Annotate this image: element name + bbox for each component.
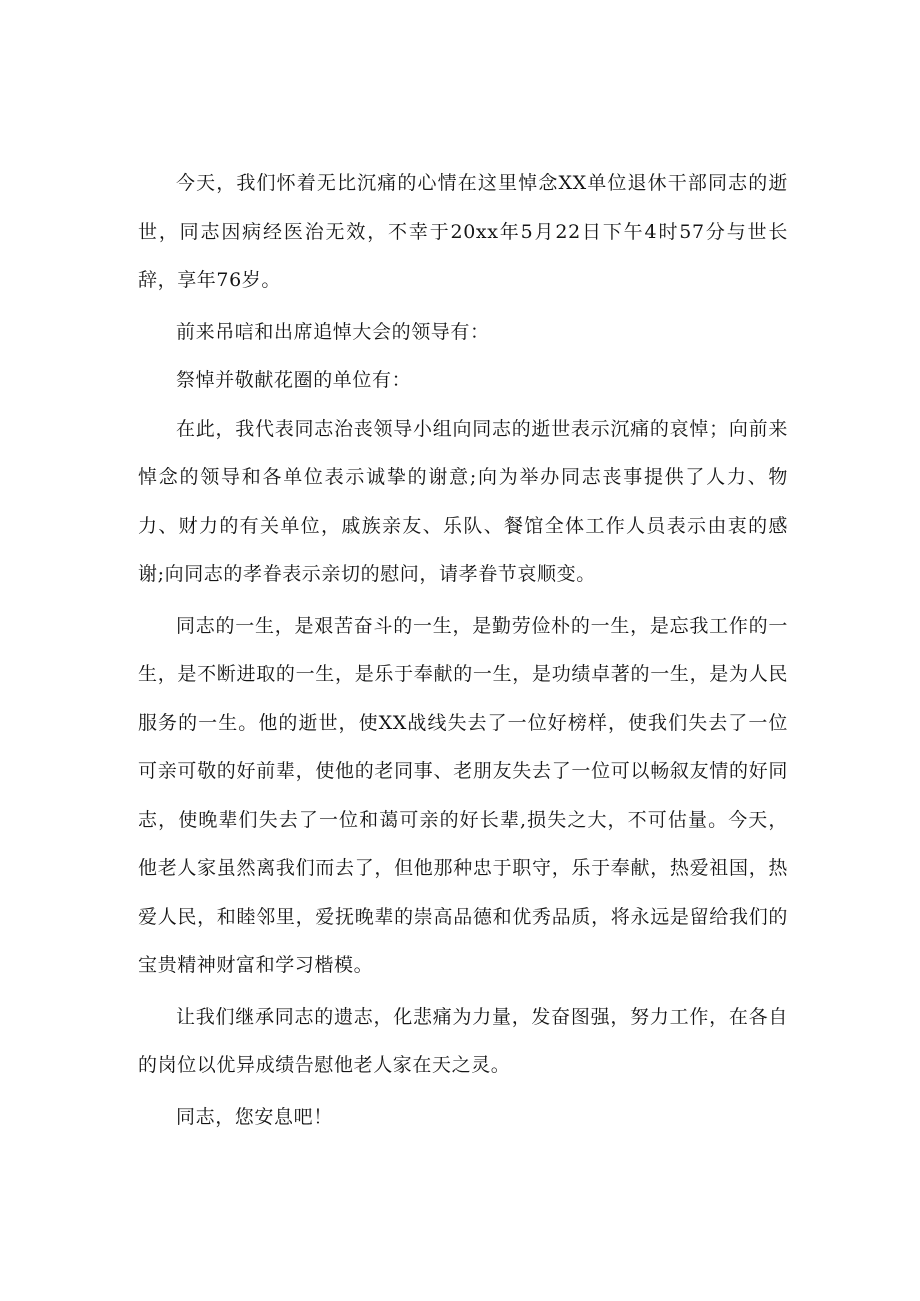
document-body (138, 159, 788, 1141)
paragraph-thanks: 在此，我代表同志治丧领导小组向同志的逝世表示沉痛的哀悼；向前来悼念的领导和各单位表示诚挚的谢意;向为举办同志丧事提供了人力、物力、财力的有关单位，戚族亲友、乐队、餐馆全体工作人员表示由衷的感谢;向同志的孝眷表示亲切的慰问，请孝眷节哀顺变。 (138, 417, 788, 585)
paragraph-tribute: 同志的一生，是艰苦奋斗的一生，是勤劳俭朴的一生，是忘我工作的一生，是不断进取的一生，是乐于奉献的一生，是功绩卓著的一生，是为人民服务的一生。他的逝世，使XX战线失去了一位好榜样，使我们失去了一位可亲可敬的好前辈，使他的老同事、老朋友失去了一位可以畅叙友情的好同志，使晚辈们失去了一位和蔼可亲的好长辈,损失之大，不可估量。今天，他老人家虽然离我们而去了，但他那种忠于职守，乐于奉献，热爱祖国，热爱人民，和睦邻里，爱抚晚辈的崇高品德和优秀品质，将永远是留给我们的宝贵精神财富和学习楷模。 (138, 614, 788, 976)
paragraph-inherit-will: 让我们继承同志的遗志，化悲痛为力量，发奋图强，努力工作，在各自的岗位以优异成绩告慰他老人家在天之灵。 (138, 1005, 788, 1076)
paragraph-leaders-attending: 前来吊唁和出席追悼大会的领导有： (176, 320, 490, 343)
paragraph-wreath-units: 祭悼并敬献花圈的单位有： (176, 369, 412, 391)
paragraph-farewell: 同志，您安息吧！ (176, 1105, 333, 1128)
paragraph-opening: 今天，我们怀着无比沉痛的心情在这里悼念XX单位退休干部同志的逝世，同志因病经医治无效，不幸于20xx年5月22日下午4时57分与世长辞，享年76岁。 (138, 172, 788, 291)
